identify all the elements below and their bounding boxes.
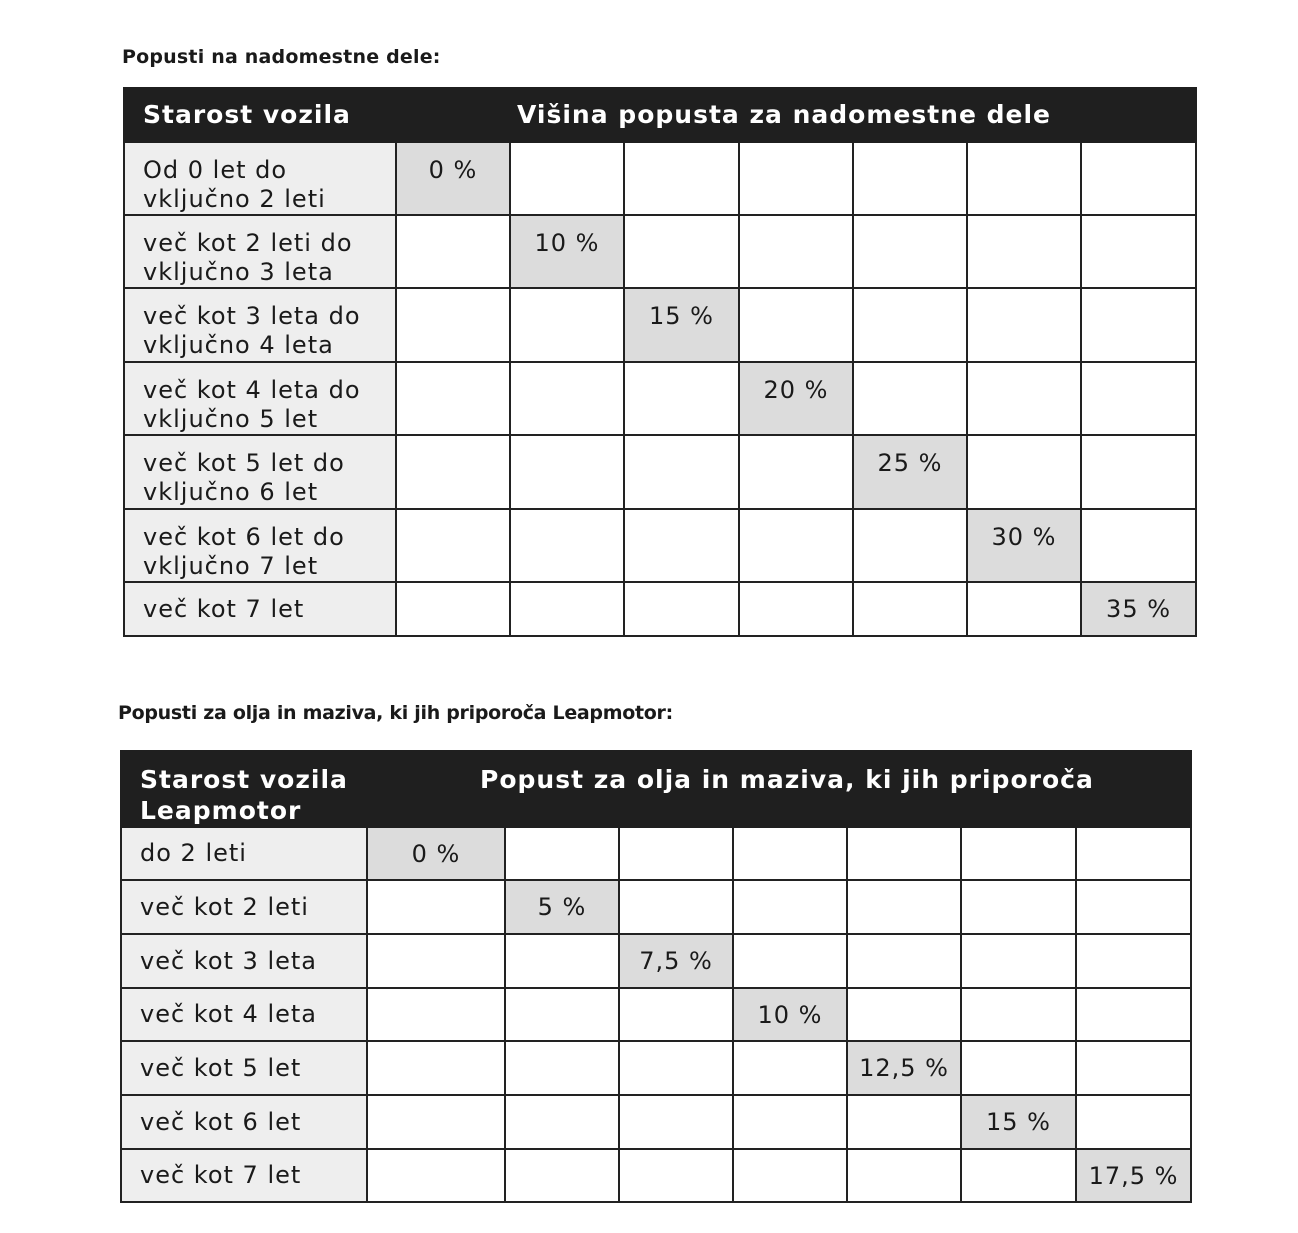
empty-cell bbox=[739, 215, 853, 288]
discount-value-cell: 20 % bbox=[739, 362, 853, 435]
oils-lubricants-discount-table bbox=[120, 750, 1192, 1203]
empty-cell bbox=[961, 880, 1076, 934]
empty-cell bbox=[733, 827, 847, 880]
empty-cell bbox=[396, 509, 510, 582]
table-header-row bbox=[124, 88, 1196, 142]
empty-cell bbox=[847, 934, 961, 988]
empty-cell bbox=[961, 1041, 1076, 1095]
table-row bbox=[124, 288, 1196, 362]
empty-cell bbox=[853, 582, 967, 636]
empty-cell bbox=[619, 988, 733, 1041]
table-row bbox=[124, 215, 1196, 288]
table-row bbox=[121, 827, 1191, 880]
empty-cell bbox=[367, 988, 505, 1041]
table-row bbox=[121, 934, 1191, 988]
empty-cell bbox=[624, 142, 739, 215]
row-label: več kot 4 leta bbox=[121, 988, 367, 1041]
empty-cell bbox=[967, 582, 1081, 636]
row-label bbox=[124, 215, 396, 288]
discount-value-cell: 7,5 % bbox=[619, 934, 733, 988]
empty-cell bbox=[967, 362, 1081, 435]
row-label-line1: Od 0 let do bbox=[143, 156, 288, 184]
empty-cell bbox=[967, 142, 1081, 215]
row-label-line2: vključno 3 leta bbox=[143, 258, 334, 286]
empty-cell bbox=[733, 1149, 847, 1202]
empty-cell bbox=[510, 142, 624, 215]
empty-cell bbox=[967, 435, 1081, 509]
empty-cell bbox=[619, 880, 733, 934]
header-vehicle-age-text: Starost vozila bbox=[140, 765, 348, 794]
header-vehicle-age bbox=[121, 751, 367, 827]
header-vehicle-age: Starost vozila bbox=[124, 88, 396, 142]
empty-cell bbox=[733, 1041, 847, 1095]
discount-value-cell: 15 % bbox=[961, 1095, 1076, 1149]
empty-cell bbox=[847, 988, 961, 1041]
empty-cell bbox=[367, 1095, 505, 1149]
empty-cell bbox=[1081, 362, 1196, 435]
empty-cell bbox=[847, 1149, 961, 1202]
empty-cell bbox=[396, 288, 510, 362]
row-label bbox=[124, 582, 396, 636]
row-label bbox=[124, 509, 396, 582]
empty-cell bbox=[510, 435, 624, 509]
discount-value-cell: 25 % bbox=[853, 435, 967, 509]
table-row bbox=[124, 509, 1196, 582]
empty-cell bbox=[505, 1095, 619, 1149]
header-discount: Popust za olja in maziva, ki jih priporoča bbox=[367, 751, 1191, 827]
discount-value-cell: 17,5 % bbox=[1076, 1149, 1191, 1202]
table-row bbox=[121, 1149, 1191, 1202]
empty-cell bbox=[505, 988, 619, 1041]
empty-cell bbox=[624, 362, 739, 435]
empty-cell bbox=[1081, 215, 1196, 288]
row-label bbox=[124, 142, 396, 215]
empty-cell bbox=[396, 362, 510, 435]
row-label-line1: več kot 3 leta do bbox=[143, 302, 361, 330]
empty-cell bbox=[739, 288, 853, 362]
empty-cell bbox=[1081, 288, 1196, 362]
table-row bbox=[124, 435, 1196, 509]
empty-cell bbox=[853, 215, 967, 288]
empty-cell bbox=[367, 1041, 505, 1095]
table-row bbox=[121, 880, 1191, 934]
empty-cell bbox=[367, 1149, 505, 1202]
section-title-spare-parts: Popusti na nadomestne dele: bbox=[122, 46, 441, 68]
empty-cell bbox=[1076, 1095, 1191, 1149]
table-row bbox=[124, 582, 1196, 636]
empty-cell bbox=[619, 1095, 733, 1149]
empty-cell bbox=[847, 1095, 961, 1149]
empty-cell bbox=[853, 362, 967, 435]
empty-cell bbox=[1081, 435, 1196, 509]
discount-value-cell: 30 % bbox=[967, 509, 1081, 582]
empty-cell bbox=[624, 435, 739, 509]
empty-cell bbox=[739, 142, 853, 215]
row-label: več kot 5 let bbox=[121, 1041, 367, 1095]
row-label-line2: vključno 6 let bbox=[143, 478, 319, 506]
empty-cell bbox=[510, 582, 624, 636]
empty-cell bbox=[396, 215, 510, 288]
discount-value-cell: 0 % bbox=[396, 142, 510, 215]
empty-cell bbox=[1076, 827, 1191, 880]
row-label bbox=[124, 435, 396, 509]
table-row bbox=[124, 362, 1196, 435]
empty-cell bbox=[505, 1041, 619, 1095]
empty-cell bbox=[967, 288, 1081, 362]
empty-cell bbox=[396, 435, 510, 509]
row-label: več kot 6 let bbox=[121, 1095, 367, 1149]
discount-value-cell: 12,5 % bbox=[847, 1041, 961, 1095]
row-label-line1: več kot 4 leta do bbox=[143, 376, 361, 404]
empty-cell bbox=[733, 934, 847, 988]
empty-cell bbox=[739, 509, 853, 582]
discount-value-cell: 35 % bbox=[1081, 582, 1196, 636]
header-discount: Višina popusta za nadomestne dele bbox=[396, 88, 1196, 142]
header-discount-brand: Leapmotor bbox=[140, 796, 302, 825]
empty-cell bbox=[1081, 142, 1196, 215]
table-row bbox=[121, 988, 1191, 1041]
discount-value-cell: 10 % bbox=[510, 215, 624, 288]
empty-cell bbox=[853, 288, 967, 362]
row-label-line1: več kot 7 let bbox=[143, 594, 305, 623]
empty-cell bbox=[1076, 1041, 1191, 1095]
empty-cell bbox=[505, 934, 619, 988]
empty-cell bbox=[961, 934, 1076, 988]
row-label: več kot 7 let bbox=[121, 1149, 367, 1202]
table-row bbox=[121, 1041, 1191, 1095]
discount-value-cell: 0 % bbox=[367, 827, 505, 880]
row-label-line1: več kot 5 let do bbox=[143, 449, 345, 477]
empty-cell bbox=[396, 582, 510, 636]
empty-cell bbox=[739, 582, 853, 636]
table-row bbox=[121, 1095, 1191, 1149]
table-row bbox=[124, 142, 1196, 215]
empty-cell bbox=[1076, 988, 1191, 1041]
empty-cell bbox=[961, 827, 1076, 880]
discount-value-cell: 10 % bbox=[733, 988, 847, 1041]
empty-cell bbox=[1076, 880, 1191, 934]
spare-parts-discount-table bbox=[123, 87, 1197, 637]
empty-cell bbox=[847, 827, 961, 880]
empty-cell bbox=[853, 509, 967, 582]
empty-cell bbox=[961, 1149, 1076, 1202]
row-label-line1: več kot 2 leti do bbox=[143, 229, 353, 257]
empty-cell bbox=[853, 142, 967, 215]
empty-cell bbox=[505, 827, 619, 880]
empty-cell bbox=[619, 1149, 733, 1202]
empty-cell bbox=[967, 215, 1081, 288]
empty-cell bbox=[624, 582, 739, 636]
row-label-line2: vključno 7 let bbox=[143, 552, 319, 580]
row-label-line2: vključno 5 let bbox=[143, 405, 319, 433]
empty-cell bbox=[367, 880, 505, 934]
empty-cell bbox=[1081, 509, 1196, 582]
table-header-row bbox=[121, 751, 1191, 827]
row-label: do 2 leti bbox=[121, 827, 367, 880]
row-label bbox=[124, 288, 396, 362]
row-label bbox=[124, 362, 396, 435]
empty-cell bbox=[961, 988, 1076, 1041]
empty-cell bbox=[619, 827, 733, 880]
empty-cell bbox=[1076, 934, 1191, 988]
discount-value-cell: 5 % bbox=[505, 880, 619, 934]
empty-cell bbox=[367, 934, 505, 988]
empty-cell bbox=[505, 1149, 619, 1202]
empty-cell bbox=[619, 1041, 733, 1095]
empty-cell bbox=[624, 215, 739, 288]
row-label: več kot 3 leta bbox=[121, 934, 367, 988]
row-label: več kot 2 leti bbox=[121, 880, 367, 934]
empty-cell bbox=[510, 362, 624, 435]
empty-cell bbox=[510, 509, 624, 582]
row-label-line1: več kot 6 let do bbox=[143, 523, 345, 551]
empty-cell bbox=[847, 880, 961, 934]
row-label-line2: vključno 4 leta bbox=[143, 331, 334, 359]
empty-cell bbox=[733, 1095, 847, 1149]
row-label-line2: vključno 2 leti bbox=[143, 185, 326, 213]
discount-value-cell: 15 % bbox=[624, 288, 739, 362]
empty-cell bbox=[510, 288, 624, 362]
empty-cell bbox=[739, 435, 853, 509]
section-title-oils-lubricants: Popusti za olja in maziva, ki jih priporoča Leapmotor: bbox=[118, 702, 673, 724]
empty-cell bbox=[624, 509, 739, 582]
empty-cell bbox=[733, 880, 847, 934]
table-body bbox=[121, 827, 1191, 1202]
table-body bbox=[124, 142, 1196, 636]
